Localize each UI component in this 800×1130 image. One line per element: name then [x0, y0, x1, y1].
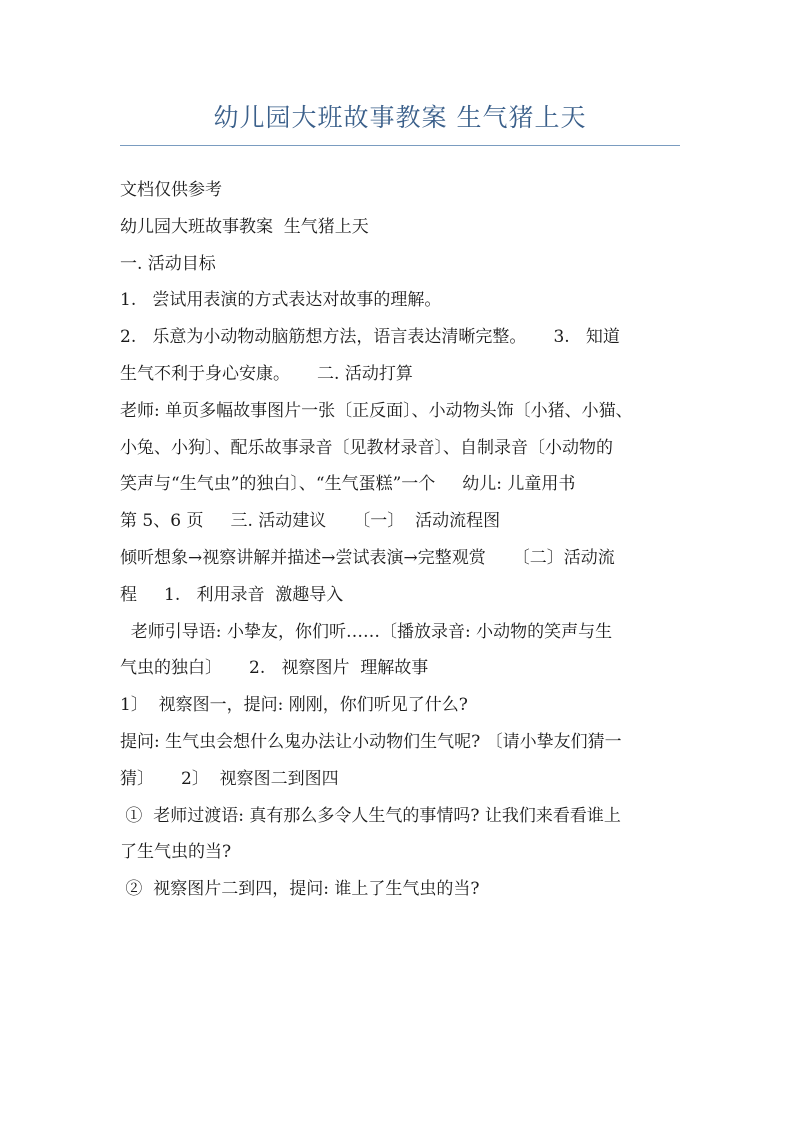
body-line: ② 视察图片二到四，提问: 谁上了生气虫的当? — [120, 879, 480, 900]
body-line: 倾听想象→视察讲解并描述→尝试表演→完整观赏 〔二〕活动流 — [120, 547, 615, 568]
body-line: 猜〕 2〕 视察图二到图四 — [120, 768, 339, 789]
body-line: 文档仅供参考 — [120, 180, 222, 200]
body-line: 第 5、6 页 三. 活动建议 〔一〕 活动流程图 — [120, 511, 501, 532]
body-line: ① 老师过渡语: 真有那么多令人生气的事情吗? 让我们来看看谁上 — [120, 805, 621, 826]
body-line: 了生气虫的当? — [120, 842, 232, 863]
body-line: 1〕 视察图一，提问: 刚刚，你们听见了什么? — [120, 695, 468, 716]
body-line: 气虫的独白〕 2. 视察图片 理解故事 — [120, 658, 429, 679]
title-divider — [120, 145, 680, 146]
body-line: 老师: 单页多幅故事图片一张〔正反面〕、小动物头饰〔小猪、小猫、 — [120, 400, 633, 421]
document-body — [120, 172, 685, 908]
body-line: 1. 尝试用表演的方式表达对故事的理解。 — [120, 290, 442, 311]
body-line: 提问: 生气虫会想什么鬼办法让小动物们生气呢? 〔请小挚友们猜一 — [120, 731, 622, 752]
body-line: 幼儿园大班故事教案 生气猪上天 — [120, 216, 369, 237]
body-line: 2. 乐意为小动物动脑筋想方法，语言表达清晰完整。 3. 知道 — [120, 327, 620, 348]
body-line: 程 1. 利用录音 激趣导入 — [120, 584, 344, 605]
document-title: 幼儿园大班故事教案 生气猪上天 — [213, 103, 587, 132]
body-line: 笑声与“生气虫”的独白〕、“生气蛋糕”一个 幼儿: 儿童用书 — [120, 474, 576, 495]
body-line: 小兔、小狗〕、配乐故事录音〔见教材录音〕、自制录音〔小动物的 — [120, 437, 613, 458]
body-line: 一. 活动目标 — [120, 253, 216, 274]
body-line: 生气不利于身心安康。 二. 活动打算 — [120, 363, 413, 384]
body-line: 老师引导语: 小挚友，你们听……〔播放录音: 小动物的笑声与生 — [120, 621, 613, 642]
